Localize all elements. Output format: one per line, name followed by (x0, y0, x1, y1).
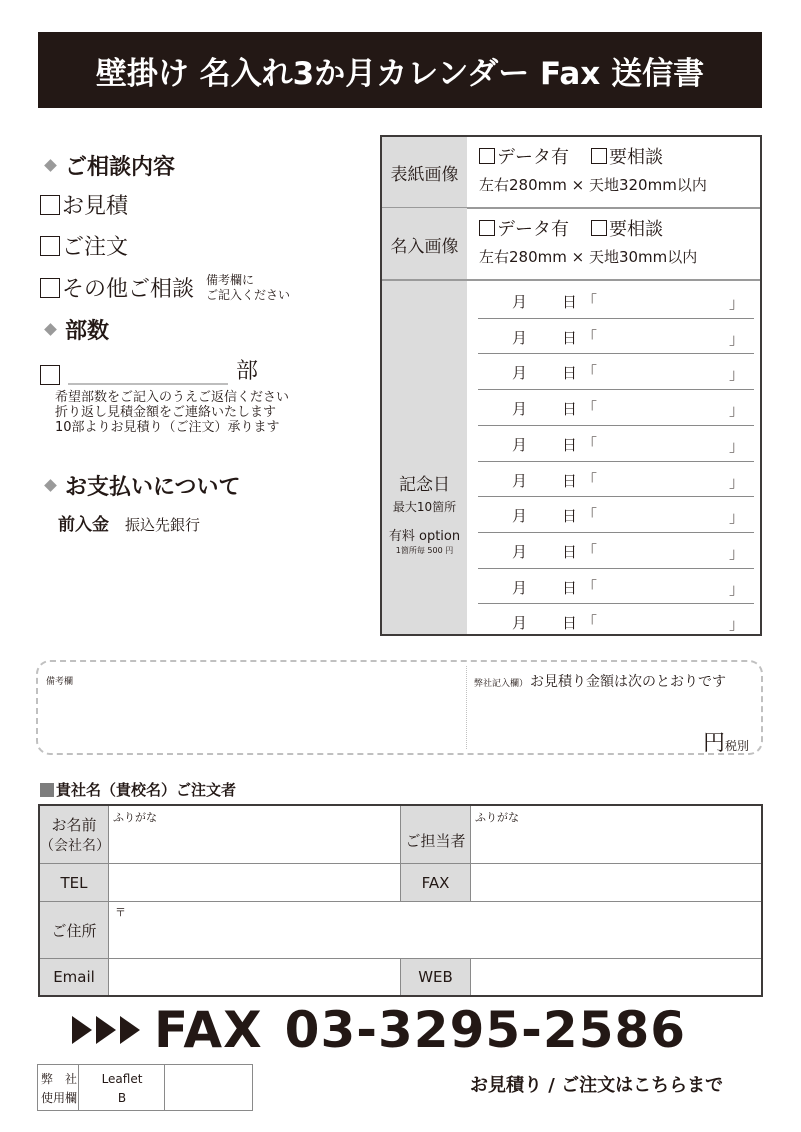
square-bullet-icon (40, 783, 54, 797)
copies-input[interactable] (68, 363, 228, 385)
cover-consult-label: 要相談 (609, 147, 663, 168)
email-label: Email (53, 968, 95, 986)
tel-input[interactable] (109, 864, 400, 901)
instruction-line: 折り返し見積金額をご連絡いたします (55, 405, 277, 420)
copies-instructions (55, 390, 289, 435)
month-label: 月 (512, 614, 528, 633)
close-bracket: 」 (728, 579, 744, 598)
arrow-right-icon (96, 1016, 116, 1044)
estimate-amount-input[interactable] (474, 692, 694, 747)
office-use-code (80, 1065, 165, 1110)
office-use-line1: 弊 社 (41, 1072, 78, 1086)
contact-label-cell (401, 806, 470, 863)
day-label: 日 (562, 364, 578, 383)
tax-note: 税別 (724, 739, 749, 753)
month-label: 月 (512, 293, 528, 311)
estimate-text: お見積り金額は次のとおりです (530, 674, 727, 690)
close-bracket: 」 (728, 401, 744, 420)
other-note (206, 273, 290, 303)
consultation-title: ご相談内容 (65, 155, 176, 180)
close-bracket: 」 (728, 329, 744, 348)
web-input[interactable] (471, 959, 761, 995)
office-code-line1: Leaflet (101, 1072, 143, 1086)
remarks-divider (466, 666, 467, 749)
fax-number: 03-3295-2586 (284, 1001, 687, 1059)
option-order-label: ご注文 (62, 235, 129, 260)
column-divider (470, 958, 471, 995)
name-data-checkbox[interactable] (479, 220, 495, 236)
open-bracket: 「 (582, 327, 598, 346)
fax-input[interactable] (471, 864, 761, 901)
option-estimate-label: お見積 (62, 194, 129, 219)
web-label: WEB (418, 968, 453, 986)
remarks-label: 備考欄 (46, 677, 74, 687)
day-label: 日 (562, 542, 578, 561)
open-bracket: 「 (582, 541, 598, 560)
month-label: 月 (512, 435, 528, 454)
copies-title: 部数 (65, 319, 110, 344)
open-bracket: 「 (582, 577, 598, 596)
option-order[interactable] (40, 230, 128, 261)
payment-info (58, 510, 200, 535)
day-label: 日 (562, 293, 578, 311)
anniversary-row[interactable] (478, 496, 750, 532)
day-label: 日 (562, 328, 578, 347)
copies-unit: 部 (236, 359, 259, 384)
month-label: 月 (512, 400, 528, 419)
month-label: 月 (512, 364, 528, 383)
office-entry-label: 弊社記入欄） (474, 679, 529, 689)
column-divider (400, 958, 401, 995)
name-input[interactable] (109, 806, 400, 863)
name-furigana-label: ふりがな (113, 811, 157, 824)
month-label: 月 (512, 471, 528, 490)
anniversary-row[interactable] (478, 532, 750, 568)
instruction-line: 希望部数をご記入のうえご返信ください (55, 390, 290, 405)
open-bracket: 「 (582, 470, 598, 489)
web-label-cell (401, 959, 470, 995)
anniversary-row[interactable] (478, 603, 750, 639)
column-divider (400, 806, 401, 901)
estimate-currency (703, 726, 749, 757)
image-options-table (380, 135, 762, 636)
month-label: 月 (512, 578, 528, 597)
tel-label-cell (40, 864, 108, 901)
cover-image-options (467, 141, 760, 197)
office-use-extra (166, 1065, 252, 1110)
fax-prefix: FAX (154, 1001, 263, 1059)
email-input[interactable] (109, 959, 400, 995)
day-label: 日 (562, 507, 578, 526)
diamond-bullet-icon (44, 479, 57, 492)
anniversary-max: 最大10箇所 (392, 499, 457, 514)
anniversary-row[interactable] (478, 353, 750, 389)
office-code-line2: B (117, 1091, 127, 1105)
month-label: 月 (512, 542, 528, 561)
other-note-line1: 備考欄に (206, 272, 255, 287)
anniversary-row[interactable] (478, 282, 750, 318)
open-bracket: 「 (582, 399, 598, 418)
column-divider (108, 806, 109, 995)
month-label: 月 (512, 507, 528, 526)
anniversary-paid: 有料 option (388, 528, 461, 544)
order-checkbox[interactable] (40, 236, 60, 256)
day-label: 日 (562, 400, 578, 419)
close-bracket: 」 (728, 436, 744, 455)
other-note-line2: ご記入ください (206, 287, 291, 302)
close-bracket: 」 (728, 365, 744, 384)
remarks-input[interactable] (46, 688, 456, 748)
copies-row (40, 354, 258, 385)
day-label: 日 (562, 578, 578, 597)
close-bracket: 」 (728, 615, 744, 634)
close-bracket: 」 (728, 472, 744, 491)
estimate-heading (474, 671, 726, 691)
name-data-label: データ有 (497, 219, 569, 240)
name-size-note: 左右280mm × 天地30mm以内 (479, 247, 698, 266)
cover-size-note: 左右280mm × 天地320mm以内 (479, 175, 707, 194)
day-label: 日 (562, 435, 578, 454)
close-bracket: 」 (728, 294, 744, 312)
anniversary-label-cell (382, 281, 467, 634)
anniversary-row[interactable] (478, 425, 750, 461)
address-label-cell (40, 902, 108, 958)
customer-title: 貴社名（貴校名）ご注文者 (56, 781, 237, 799)
open-bracket: 「 (582, 292, 598, 310)
payment-method: 前入金 (58, 515, 109, 535)
address-label: ご住所 (51, 921, 97, 940)
name-label: お名前 (51, 816, 97, 834)
anniversary-label: 記念日 (399, 474, 450, 495)
closing-text: お見積り / ご注文はこちらまで (470, 1075, 724, 1096)
contact-input[interactable] (471, 806, 761, 863)
page-title: 壁掛け 名入れ3か月カレンダー Fax 送信書 (38, 32, 762, 108)
postal-mark: 〒 (115, 906, 126, 919)
name-image-label: 名入画像 (382, 208, 467, 280)
payment-title: お支払いについて (65, 475, 241, 500)
instruction-line: 10部よりお見積り（ご注文）承ります (55, 420, 280, 435)
arrow-right-icon (120, 1016, 140, 1044)
office-use-box (37, 1064, 253, 1111)
arrow-right-icon (72, 1016, 92, 1044)
option-other-label: その他ご相談 (62, 277, 195, 302)
office-use-label (38, 1065, 79, 1110)
estimate-checkbox[interactable] (40, 195, 60, 215)
cover-image-label: 表紙画像 (382, 137, 467, 208)
tel-label: TEL (60, 873, 88, 892)
name-image-options (467, 213, 760, 269)
currency-label: 円 (702, 731, 725, 756)
cover-data-label: データ有 (497, 147, 569, 168)
anniversary-row[interactable] (478, 318, 750, 354)
anniversary-row[interactable] (478, 461, 750, 497)
remarks-box (36, 660, 763, 755)
customer-table (38, 804, 763, 997)
option-other[interactable] (40, 272, 290, 303)
cover-data-checkbox[interactable] (479, 148, 495, 164)
cover-consult-checkbox[interactable] (591, 148, 607, 164)
company-label: （会社名） (40, 838, 110, 854)
office-use-line2: 使用欄 (41, 1091, 78, 1105)
month-label: 月 (512, 328, 528, 347)
copies-checkbox[interactable] (40, 365, 60, 385)
fax-label-cell (401, 864, 470, 901)
copies-heading (40, 314, 109, 345)
customer-heading (40, 779, 236, 800)
anniversary-row[interactable] (478, 389, 750, 425)
column-divider (470, 806, 471, 901)
open-bracket: 「 (582, 506, 598, 525)
fax-label: FAX (421, 873, 450, 892)
email-label-cell (40, 959, 108, 995)
anniversary-price: 1箇所毎 500 円 (395, 545, 454, 555)
diamond-bullet-icon (44, 159, 57, 172)
diamond-bullet-icon (44, 323, 57, 336)
open-bracket: 「 (582, 434, 598, 453)
address-input[interactable] (109, 902, 761, 958)
open-bracket: 「 (582, 363, 598, 382)
name-consult-label: 要相談 (609, 219, 663, 240)
day-label: 日 (562, 471, 578, 490)
fax-number-banner (72, 1000, 686, 1060)
contact-label: ご担当者 (405, 832, 466, 850)
close-bracket: 」 (728, 543, 744, 562)
payment-heading (40, 470, 241, 501)
consultation-heading (40, 150, 175, 181)
anniversary-row[interactable] (478, 568, 750, 604)
open-bracket: 「 (582, 613, 598, 632)
other-checkbox[interactable] (40, 278, 60, 298)
name-label-cell (40, 806, 108, 863)
close-bracket: 」 (728, 508, 744, 527)
contact-furigana-label: ふりがな (475, 811, 519, 824)
option-estimate[interactable] (40, 189, 128, 220)
payment-detail: 振込先銀行 (125, 516, 201, 534)
day-label: 日 (562, 614, 578, 633)
name-consult-checkbox[interactable] (591, 220, 607, 236)
